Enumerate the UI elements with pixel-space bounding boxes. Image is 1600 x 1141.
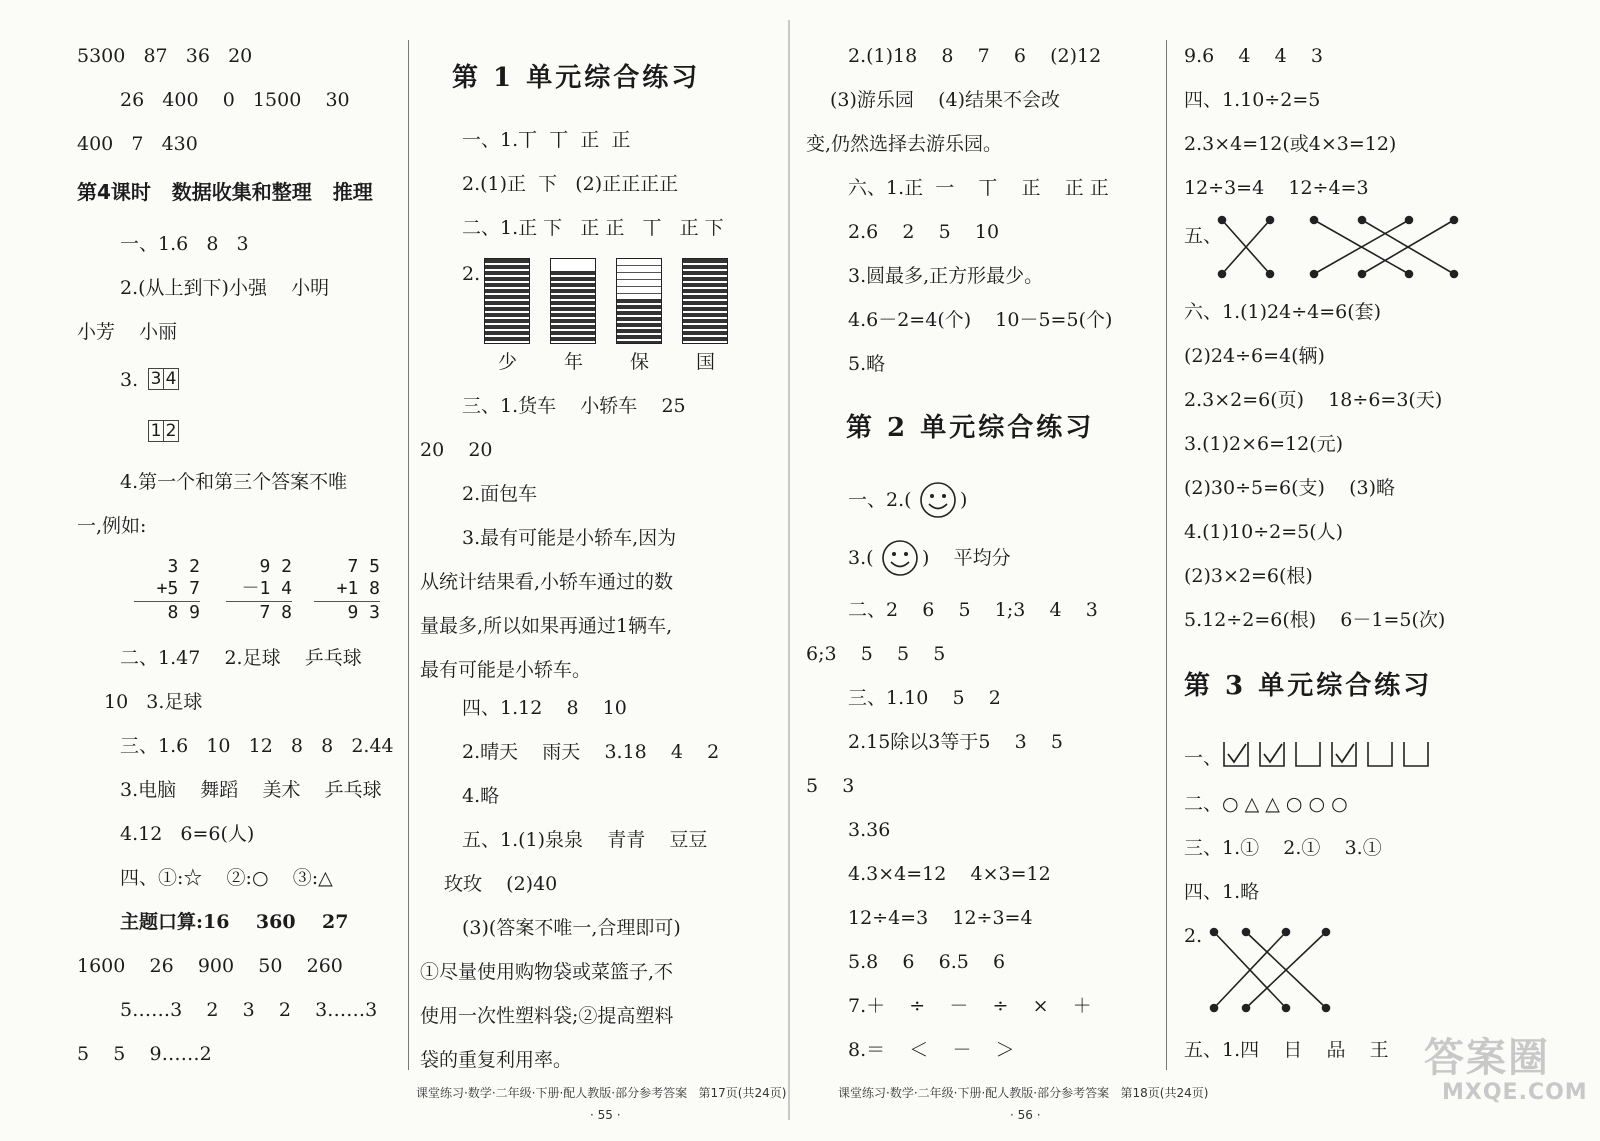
c1-line1: 5300 87 36 20 (77, 45, 253, 67)
vert1-mid: +5 7 (156, 578, 200, 599)
c1-q3-4: 4.12 6=6(人) (120, 823, 255, 845)
c3-i3: 3.36 (848, 819, 891, 841)
c3-h1: 二、2 6 5 1;3 4 3 (848, 599, 1098, 621)
digit-box-row2 (148, 420, 178, 442)
c1-q1-2b: 小芳 小丽 (77, 321, 178, 343)
c2-b1: 三、1.货车 小轿车 25 (462, 395, 686, 417)
empty-box-icon (1402, 740, 1430, 768)
smiley-icon (880, 538, 920, 582)
c4-j1: 9.6 4 4 3 (1184, 45, 1323, 67)
digit-box: 2 (163, 420, 179, 442)
c4-m5: 5.12÷2=6(根) 6－1=5(次) (1184, 609, 1446, 631)
c2-a1: 一、1.丅 丅 正 正 (462, 129, 631, 151)
page-gutter (788, 20, 790, 1120)
c4-m1: 六、1.(1)24÷4=6(套) (1184, 301, 1382, 323)
c4-n5-label: 2. (1184, 925, 1203, 947)
vert1-result: 8 9 (167, 602, 200, 623)
bar-1 (484, 258, 530, 344)
c3-g3b: ) 平均分 (922, 547, 1011, 569)
c2-d3c: 使用一次性塑料袋;②提高塑料 (420, 1005, 674, 1027)
c2-a2: 2.(1)正 下 (2)正正正正 (462, 173, 679, 195)
c3-f1: 六、1.正 一 丅 正 正 正 (848, 177, 1109, 199)
checkbox-row (1222, 740, 1430, 768)
vert1-top: 3 2 (167, 556, 200, 577)
c3-g1b: ) (960, 489, 968, 511)
c4-m3b: (2)30÷5=6(支) (3)略 (1184, 477, 1396, 499)
column-divider-3 (1166, 40, 1167, 1070)
c2-a4-label: 2. (462, 263, 481, 285)
page-number-right: · 56 · (1010, 1108, 1041, 1122)
c3-h1b: 6;3 5 5 5 (806, 643, 946, 665)
c1-q3-3: 3.电脑 舞蹈 美术 乒乓球 (120, 779, 382, 801)
c2-c4: 4.略 (462, 785, 500, 807)
c2-c1: 四、1.12 8 10 (462, 697, 627, 719)
c2-b3: 3.最有可能是小轿车,因为 (462, 527, 677, 549)
bar-label: 年 (564, 351, 584, 373)
c3-e3: 变,仍然选择去游乐园。 (806, 133, 1003, 155)
c1-q3-1: 三、1.6 10 12 8 8 2.44 (120, 735, 394, 757)
c4-l-label: 五、 (1184, 225, 1223, 247)
lesson-heading: 第4课时 数据收集和整理 推理 (77, 180, 373, 204)
c3-i7: 7.＋ ÷ － ÷ × ＋ (848, 995, 1092, 1017)
c1-q1-3-label: 3. (120, 369, 139, 391)
c3-f5: 5.略 (848, 353, 886, 375)
c3-g3: 3.( (848, 547, 874, 569)
c3-e2: (3)游乐园 (4)结果不会改 (830, 89, 1060, 111)
c4-m2: 2.3×2=6(页) 18÷6=3(天) (1184, 389, 1443, 411)
empty-box-icon (1366, 740, 1394, 768)
digit-box: 3 (148, 368, 164, 390)
c4-n4: 四、1.略 (1184, 881, 1260, 903)
empty-box-icon (1294, 740, 1322, 768)
c4-m4: 4.(1)10÷2=5(人) (1184, 521, 1344, 543)
c2-b3d: 最有可能是小轿车。 (420, 659, 592, 681)
c1-oral: 主题口算:16 360 27 (120, 911, 349, 933)
c4-k1: 四、1.10÷2=5 (1184, 89, 1321, 111)
c2-a3: 二、1.正 下 正 正 丅 正 下 (462, 217, 724, 239)
c1-q1-4b: 一,例如: (77, 515, 147, 537)
c4-m3: 3.(1)2×6=12(元) (1184, 433, 1344, 455)
c2-b3b: 从统计结果看,小轿车通过的数 (420, 571, 674, 593)
watermark-logo: 答案圈 MXQE.COM (1424, 1035, 1588, 1105)
c3-i2: 2.15除以3等于5 3 5 (848, 731, 1063, 753)
vert3-result: 9 3 (347, 602, 380, 623)
c1-line3: 400 7 430 (77, 133, 198, 155)
digit-box: 4 (163, 368, 179, 390)
c1-q2-1: 二、1.47 2.足球 乒乓球 (120, 647, 362, 669)
c2-d3d: 袋的重复利用率。 (420, 1049, 573, 1071)
vert3-top: 7 5 (347, 556, 380, 577)
vert2-result: 7 8 (259, 602, 292, 623)
c2-b1b: 20 20 (420, 439, 493, 461)
c2-d1b: 玫玫 (2)40 (444, 873, 558, 895)
bar-label: 保 (630, 351, 650, 373)
bar-2 (550, 258, 596, 344)
c3-i2b: 5 3 (806, 775, 855, 797)
c2-b2: 2.面包车 (462, 483, 538, 505)
vert2-mid: －1 4 (241, 578, 292, 599)
c3-e1: 2.(1)18 8 7 6 (2)12 (848, 45, 1102, 67)
c3-i8: 8.＝ ＜ － ＞ (848, 1039, 1015, 1061)
c1-q1-2: 2.(从上到下)小强 小明 (120, 277, 330, 299)
c1-q2-1b: 10 3.足球 (104, 691, 203, 713)
check-icon (1222, 740, 1250, 768)
digit-box-row1 (148, 368, 178, 390)
c2-d3b: ①尽量使用购物袋或菜篮子,不 (420, 961, 674, 983)
c3-f4: 4.6－2=4(个) 10－5=5(个) (848, 309, 1113, 331)
c2-c2: 2.晴天 雨天 3.18 4 2 (462, 741, 720, 763)
unit-2-title: 第 2 单元综合练习 (846, 413, 1095, 443)
c3-g1: 一、2.( (848, 489, 912, 511)
c4-n3: 三、1.① 2.① 3.① (1184, 837, 1382, 859)
c1-q1-4: 4.第一个和第三个答案不唯 (120, 471, 348, 493)
smiley-icon (918, 480, 958, 524)
c4-n2: 二、○ △ △ ○ ○ ○ (1184, 793, 1348, 815)
footer-right: 课堂练习·数学·二年级·下册·配人教版·部分参考答案 第18页(共24页) (838, 1086, 1209, 1100)
c1-line2: 26 400 0 1500 30 (120, 89, 350, 111)
c3-f3: 3.圆最多,正方形最少。 (848, 265, 1044, 287)
c4-m4b: (2)3×2=6(根) (1184, 565, 1313, 587)
unit-3-title: 第 3 单元综合练习 (1184, 671, 1433, 701)
vert2-top: 9 2 (259, 556, 292, 577)
vert3-mid: +1 8 (336, 578, 380, 599)
bar-label: 少 (498, 351, 518, 373)
c2-d1: 五、1.(1)泉泉 青青 豆豆 (462, 829, 708, 851)
c4-k2: 2.3×4=12(或4×3=12) (1184, 133, 1397, 155)
page-number-left: · 55 · (590, 1108, 621, 1122)
c2-d3: (3)(答案不唯一,合理即可) (462, 917, 681, 939)
bar-3 (616, 258, 662, 344)
c2-b3c: 量最多,所以如果再通过1辆车, (420, 615, 673, 637)
unit-1-title: 第 1 单元综合练习 (452, 63, 701, 93)
c3-i5: 5.8 6 6.5 6 (848, 951, 1006, 973)
c1-q4: 四、①:☆ ②:○ ③:△ (120, 867, 333, 889)
bar-4 (682, 258, 728, 344)
digit-box: 1 (148, 420, 164, 442)
footer-left: 课堂练习·数学·二年级·下册·配人教版·部分参考答案 第17页(共24页) (416, 1086, 787, 1100)
c4-m1b: (2)24÷6=4(辆) (1184, 345, 1325, 367)
c3-f2: 2.6 2 5 10 (848, 221, 1000, 243)
matching-diagram-1 (1214, 212, 1464, 284)
c1-oral4: 5 5 9……2 (77, 1043, 212, 1065)
bar-label: 国 (696, 351, 716, 373)
c3-i1: 三、1.10 5 2 (848, 687, 1001, 709)
c1-oral2: 1600 26 900 50 260 (77, 955, 343, 977)
c4-n6: 五、1.四 日 品 王 (1184, 1039, 1389, 1061)
c3-i4b: 12÷4=3 12÷3=4 (848, 907, 1033, 929)
c3-i4: 4.3×4=12 4×3=12 (848, 863, 1051, 885)
c1-q1-1: 一、1.6 8 3 (120, 233, 249, 255)
c4-k2b: 12÷3=4 12÷4=3 (1184, 177, 1369, 199)
matching-diagram-2 (1206, 922, 1336, 1018)
check-icon (1330, 740, 1358, 768)
c4-n1-label: 一、 (1184, 747, 1223, 769)
column-divider-1 (408, 40, 409, 1070)
check-icon (1258, 740, 1286, 768)
c1-oral3: 5……3 2 3 2 3……3 (120, 999, 378, 1021)
